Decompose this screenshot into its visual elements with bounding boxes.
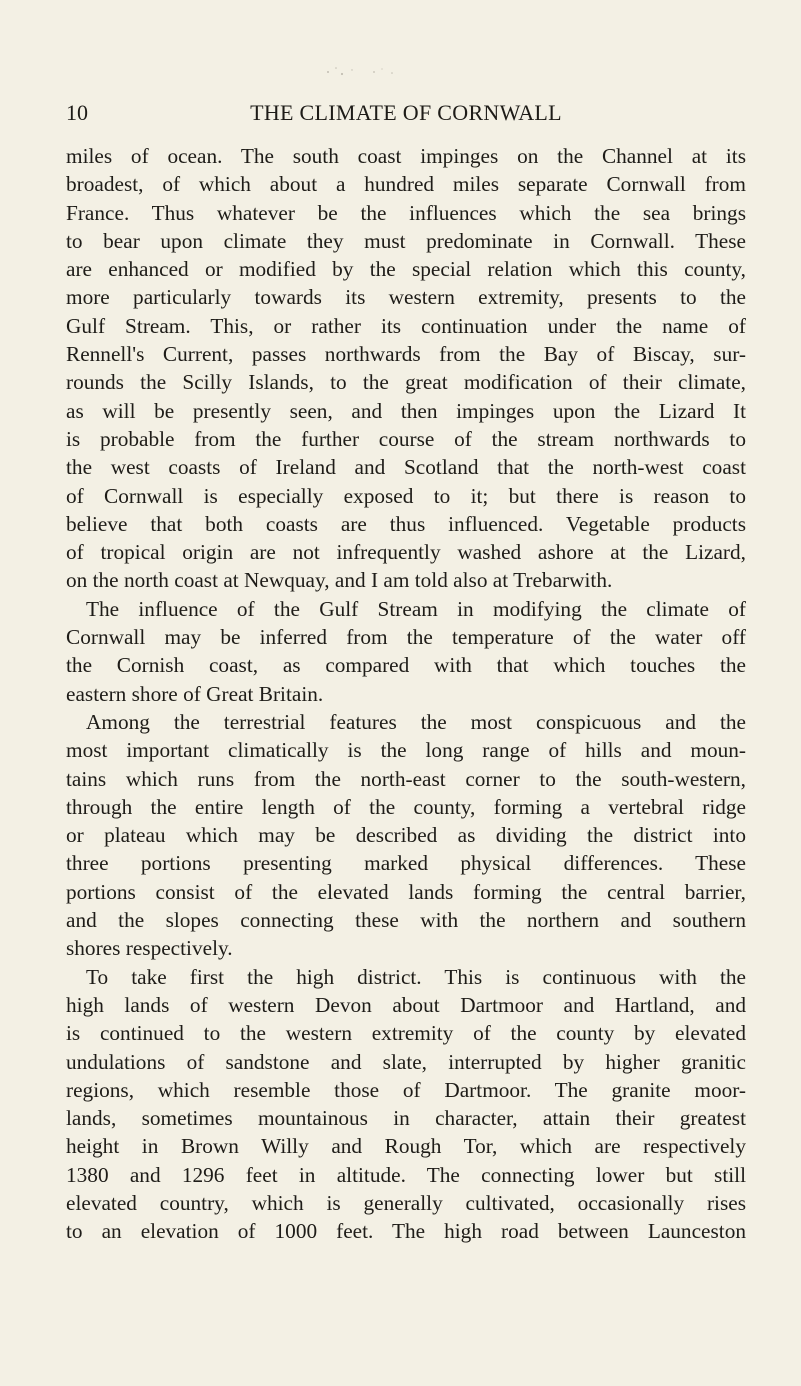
text-line: the Cornish coast, as compared with that which touches the: [66, 653, 746, 678]
text-line: and the slopes connecting these with the northern and southern: [66, 908, 746, 933]
text-line: miles of ocean. The south coast impinges on the Channel at its: [66, 144, 746, 168]
text-line: portions consist of the elevated lands forming the central barrier,: [66, 879, 746, 904]
text-line: eastern shore of Great Britain.: [66, 681, 324, 706]
text-line: Cornwall may be inferred from the temperature of the water off: [66, 625, 746, 650]
text-line: lands, sometimes mountainous in character, attain their greatest: [66, 1106, 746, 1131]
text-line: most important climatically is the long range of hills and moun-: [66, 738, 746, 763]
text-line: to an elevation of 1000 feet. The high road between Launceston: [66, 1219, 746, 1244]
text-line: 1380 and 1296 feet in altitude. The connecting lower but still: [66, 1162, 746, 1187]
text-line: regions, which resemble those of Dartmoor. The granite moor-: [66, 1077, 746, 1102]
text-line: on the north coast at Newquay, and I am told also at Trebarwith.: [66, 568, 613, 593]
paragraph: [66, 142, 746, 595]
text-line: Rennell's Current, passes northwards from the Bay of Biscay, sur-: [66, 342, 746, 367]
text-line: shores respectively.: [66, 936, 233, 961]
paragraph: [66, 595, 746, 708]
text-line: through the entire length of the county, forming a vertebral ridge: [66, 794, 746, 819]
text-line: believe that both coasts are thus influenced. Vegetable products: [66, 511, 746, 536]
text-line: is probable from the further course of the stream northwards to: [66, 426, 746, 451]
text-line: Gulf Stream. This, or rather its continuation under the name of: [66, 313, 746, 338]
text-line: three portions presenting marked physical differences. These: [66, 851, 746, 876]
text-line: To take first the high district. This is continuous with the: [86, 964, 746, 989]
text-line: are enhanced or modified by the special relation which this county,: [66, 257, 746, 282]
text-line: rounds the Scilly Islands, to the great modification of their climate,: [66, 370, 746, 395]
paragraph: [66, 963, 746, 1246]
paragraph: [66, 708, 746, 963]
text-line: of Cornwall is especially exposed to it; but there is reason to: [66, 483, 746, 508]
text-line: or plateau which may be described as dividing the district into: [66, 823, 746, 848]
text-line: as will be presently seen, and then impinges upon the Lizard It: [66, 398, 746, 423]
text-line: the west coasts of Ireland and Scotland that the north-west coast: [66, 455, 746, 480]
text-line: broadest, of which about a hundred miles separate Cornwall from: [66, 172, 746, 197]
text-line: France. Thus whatever be the influences which the sea brings: [66, 200, 746, 225]
text-line: elevated country, which is generally cultivated, occasionally rises: [66, 1190, 746, 1215]
page-header: [66, 98, 746, 128]
running-title: THE CLIMATE OF CORNWALL: [250, 100, 562, 125]
text-line: to bear upon climate they must predominate in Cornwall. These: [66, 228, 746, 253]
print-smudge: [322, 60, 402, 82]
text-line: tains which runs from the north-east corner to the south-western,: [66, 766, 746, 791]
page-number: 10: [66, 100, 88, 125]
body-text: [66, 142, 746, 1246]
text-line: high lands of western Devon about Dartmoor and Hartland, and: [66, 992, 746, 1017]
text-line: The influence of the Gulf Stream in modifying the climate of: [86, 596, 746, 621]
text-line: of tropical origin are not infrequently washed ashore at the Lizard,: [66, 540, 746, 565]
text-line: more particularly towards its western extremity, presents to the: [66, 285, 746, 310]
text-line: Among the terrestrial features the most conspicuous and the: [86, 709, 746, 734]
text-line: undulations of sandstone and slate, interrupted by higher granitic: [66, 1049, 746, 1074]
text-line: height in Brown Willy and Rough Tor, which are respectively: [66, 1134, 746, 1159]
text-line: is continued to the western extremity of the county by elevated: [66, 1021, 746, 1046]
